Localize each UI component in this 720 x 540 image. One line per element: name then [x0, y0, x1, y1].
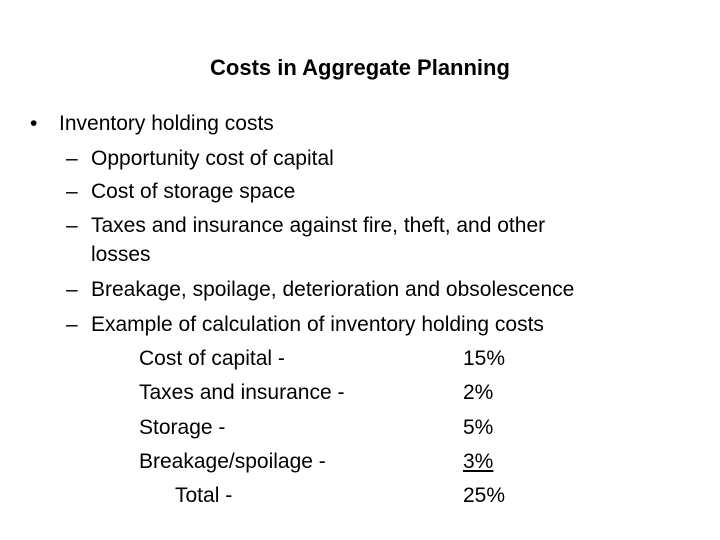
bullet-marker: •	[30, 112, 38, 135]
calc-value-breakage-spoilage: 3%	[463, 450, 494, 473]
sub-item-example-calculation: Example of calculation of inventory holding costs	[91, 313, 544, 336]
calc-label-taxes-insurance: Taxes and insurance -	[139, 381, 345, 404]
calc-label-storage: Storage -	[139, 416, 226, 439]
dash-marker: –	[66, 147, 78, 170]
calc-label-total: Total -	[175, 484, 233, 507]
calc-value-total: 25%	[463, 484, 506, 507]
sub-item-breakage: Breakage, spoilage, deterioration and obsolescence	[91, 278, 575, 301]
dash-marker: –	[66, 214, 78, 237]
calc-label-cost-of-capital: Cost of capital -	[139, 347, 285, 370]
bullet-text-inventory-holding-costs: Inventory holding costs	[59, 112, 274, 135]
calc-value-storage: 5%	[463, 416, 494, 439]
dash-marker: –	[66, 180, 78, 203]
sub-item-opportunity-cost: Opportunity cost of capital	[91, 147, 334, 170]
sub-item-storage-space: Cost of storage space	[91, 180, 296, 203]
sub-item-taxes-insurance-continuation: losses	[91, 243, 151, 266]
calc-value-cost-of-capital: 15%	[463, 347, 506, 370]
dash-marker: –	[66, 313, 78, 336]
slide-title: Costs in Aggregate Planning	[210, 55, 510, 80]
calc-label-breakage-spoilage: Breakage/spoilage -	[139, 450, 326, 473]
calc-value-taxes-insurance: 2%	[463, 381, 494, 404]
sub-item-taxes-insurance: Taxes and insurance against fire, theft, and other	[91, 214, 546, 237]
dash-marker: –	[66, 278, 78, 301]
